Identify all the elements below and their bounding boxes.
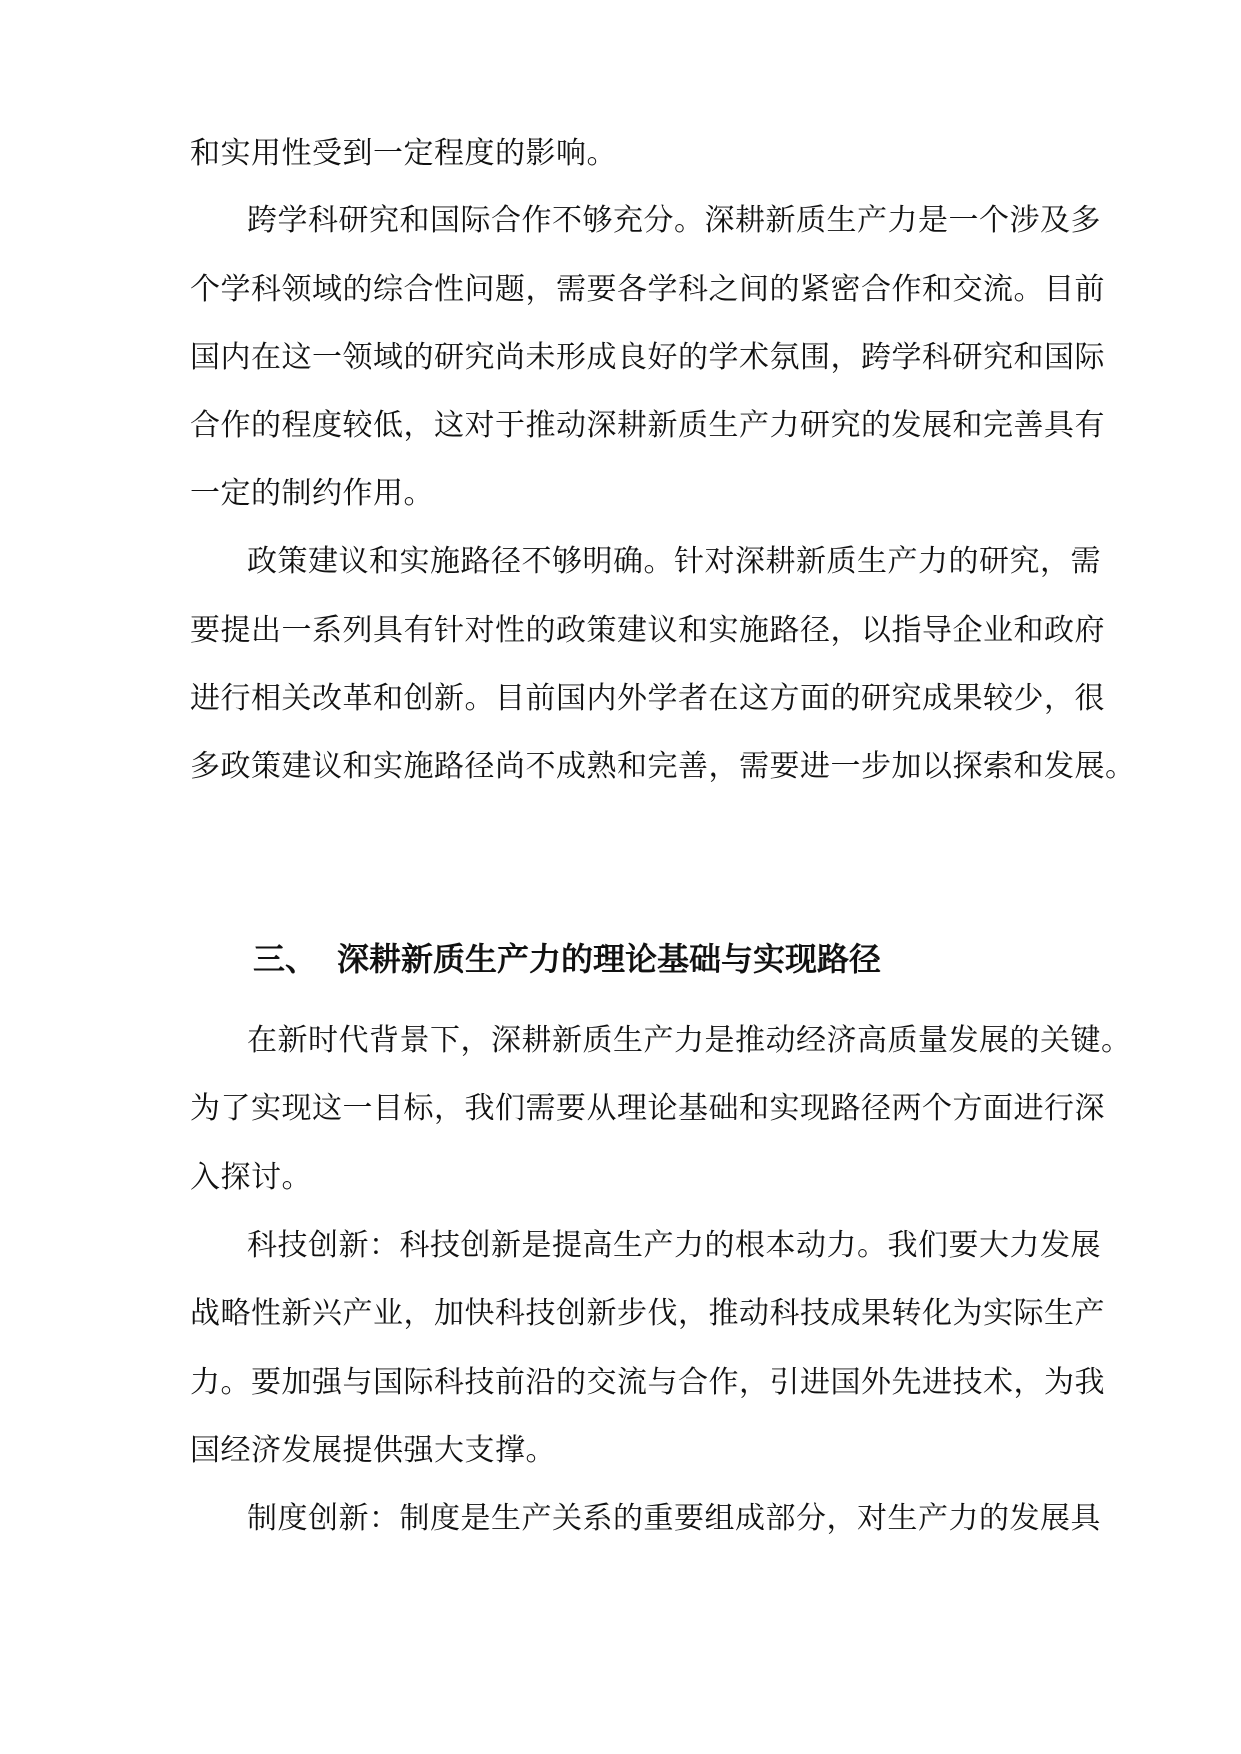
paragraph-line: 科技创新：科技创新是提高生产力的根本动力。我们要大力发展 [247, 1228, 1101, 1263]
paragraph-line: 一定的制约作用。 [190, 476, 434, 511]
paragraph-line: 在新时代背景下，深耕新质生产力是推动经济高质量发展的关键。 [247, 1023, 1132, 1058]
section-heading [253, 935, 881, 983]
section-title: 深耕新质生产力的理论基础与实现路径 [337, 940, 882, 978]
paragraph-line: 和实用性受到一定程度的影响。 [190, 136, 617, 171]
paragraph-line: 为了实现这一目标，我们需要从理论基础和实现路径两个方面进行深 [190, 1091, 1105, 1126]
paragraph-line: 要提出一系列具有针对性的政策建议和实施路径，以指导企业和政府 [190, 613, 1105, 648]
paragraph-line: 合作的程度较低，这对于推动深耕新质生产力研究的发展和完善具有 [190, 408, 1105, 443]
paragraph-line: 政策建议和实施路径不够明确。针对深耕新质生产力的研究，需 [247, 544, 1101, 579]
paragraph-line: 入探讨。 [190, 1160, 312, 1195]
paragraph-line: 战略性新兴产业，加快科技创新步伐，推动科技成果转化为实际生产 [190, 1296, 1105, 1331]
paragraph-line: 国内在这一领域的研究尚未形成良好的学术氛围，跨学科研究和国际 [190, 340, 1105, 375]
paragraph-line: 力。要加强与国际科技前沿的交流与合作，引进国外先进技术，为我 [190, 1365, 1105, 1400]
paragraph-line: 跨学科研究和国际合作不够充分。深耕新质生产力是一个涉及多 [247, 203, 1101, 238]
paragraph-line: 个学科领域的综合性问题，需要各学科之间的紧密合作和交流。目前 [190, 272, 1105, 307]
paragraph-line: 国经济发展提供强大支撑。 [190, 1433, 556, 1468]
paragraph-line: 多政策建议和实施路径尚不成熟和完善，需要进一步加以探索和发展。 [190, 749, 1136, 784]
section-number: 三、 [253, 940, 318, 978]
paragraph-line: 进行相关改革和创新。目前国内外学者在这方面的研究成果较少，很 [190, 681, 1105, 716]
paragraph-line: 制度创新：制度是生产关系的重要组成部分，对生产力的发展具 [247, 1501, 1101, 1536]
